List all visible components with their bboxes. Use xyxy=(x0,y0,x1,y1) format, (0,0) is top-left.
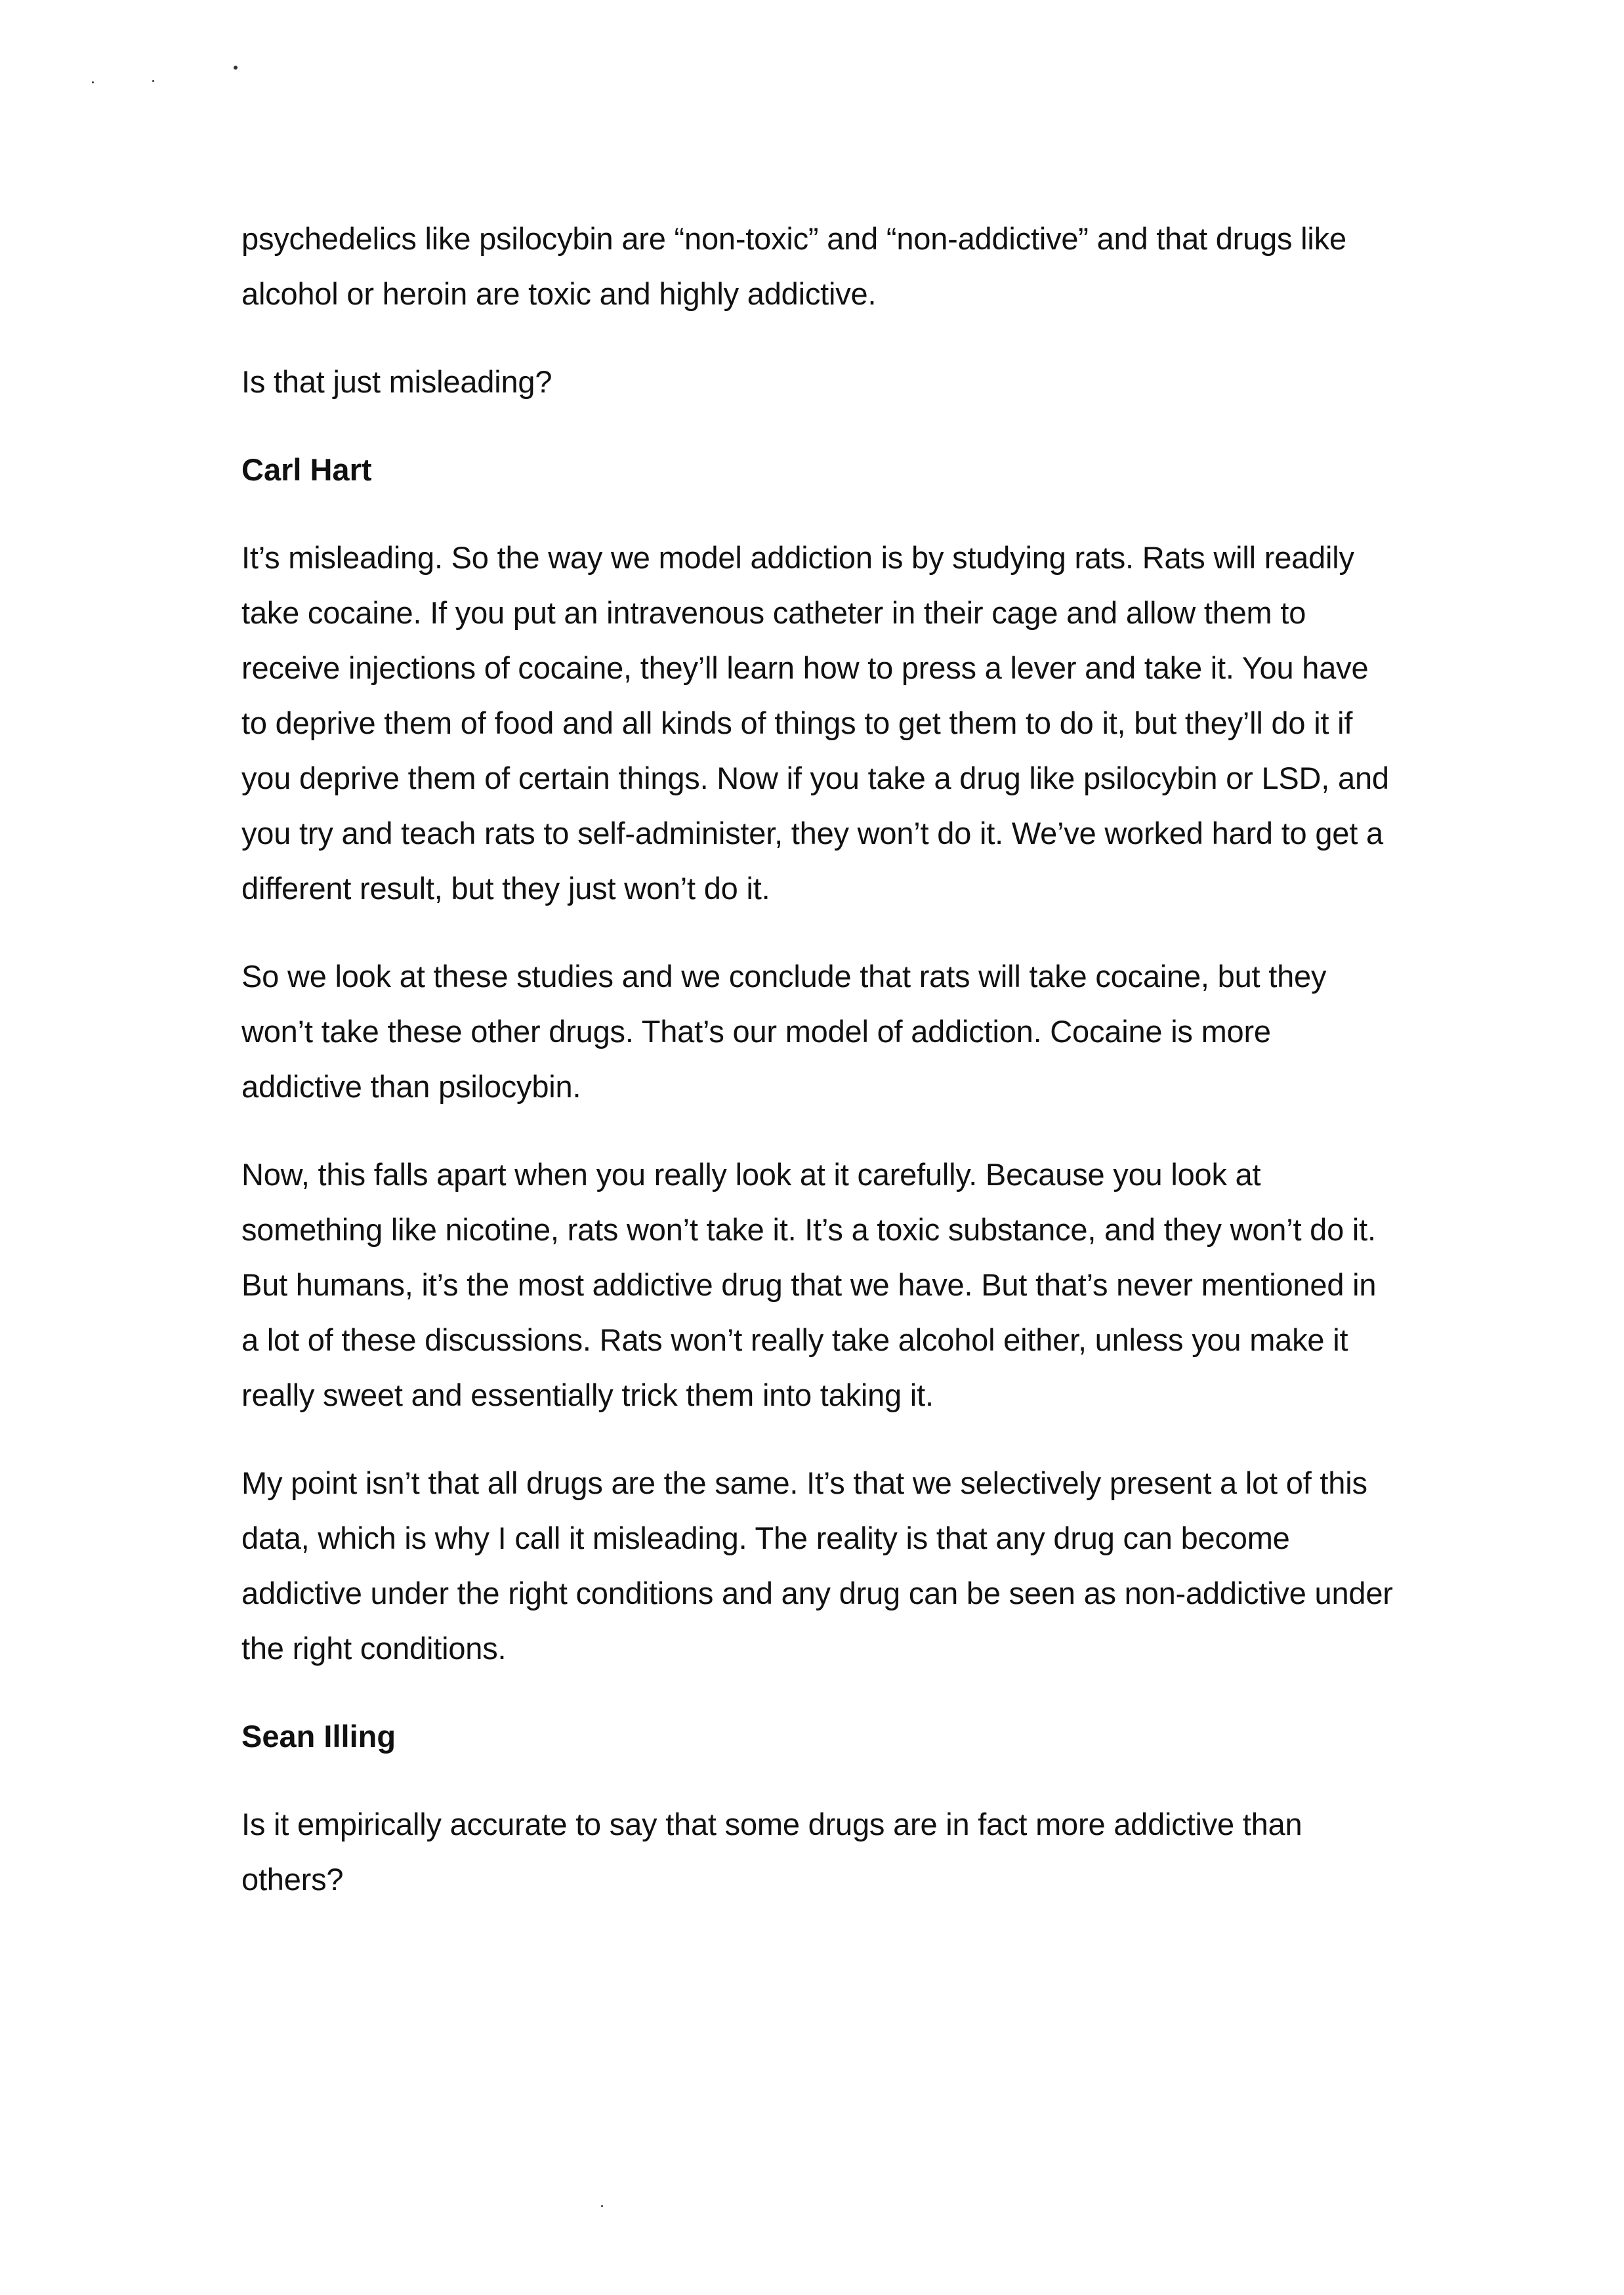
scan-speck xyxy=(234,66,238,70)
question-paragraph: Is it empirically accurate to say that some drugs are in fact more addictive than others? xyxy=(241,1807,1302,1897)
answer-paragraph: So we look at these studies and we conclude that rats will take cocaine, but they won’t take these other drugs. That’s our model of addiction. Cocaine is more addictive than psilocybin. xyxy=(241,959,1327,1104)
answer-paragraph: It’s misleading. So the way we model addiction is by studying rats. Rats will readily take cocaine. If you put an intravenous catheter in their cage and allow them to receive injections of cocaine, they’ll learn how to press a lever and take it. You have to deprive them of food and all kinds of things to get them to do it, but they’ll do it if you deprive them of certain things. Now if you take a drug like psilocybin or LSD, and you try and teach rats to self-administer, they won’t do it. We’ve worked hard to get a different result, but they just won’t do it. xyxy=(241,540,1389,906)
answer-paragraph: My point isn’t that all drugs are the same. It’s that we selectively present a lot of this data, which is why I call it misleading. The reality is that any drug can become addictive under the right conditions and any drug can be seen as non-addictive under the right conditions. xyxy=(241,1465,1393,1666)
speaker-name-carl-hart: Carl Hart xyxy=(241,452,372,487)
scan-speck xyxy=(152,80,154,82)
speaker-name-sean-illing: Sean Illing xyxy=(241,1719,396,1754)
document-body xyxy=(241,211,1396,1940)
question-paragraph: Is that just misleading? xyxy=(241,364,552,399)
scan-speck xyxy=(601,2205,603,2207)
paragraph: psychedelics like psilocybin are “non-toxic” and “non-addictive” and that drugs like alcohol or heroin are toxic and highly addictive. xyxy=(241,221,1346,311)
scan-speck xyxy=(92,81,94,83)
answer-paragraph: Now, this falls apart when you really look at it carefully. Because you look at something like nicotine, rats won’t take it. It’s a toxic substance, and they won’t do it. But humans, it’s the most addictive drug that we have. But that’s never mentioned in a lot of these discussions. Rats won’t really take alcohol either, unless you make it really sweet and essentially trick them into taking it. xyxy=(241,1157,1377,1412)
